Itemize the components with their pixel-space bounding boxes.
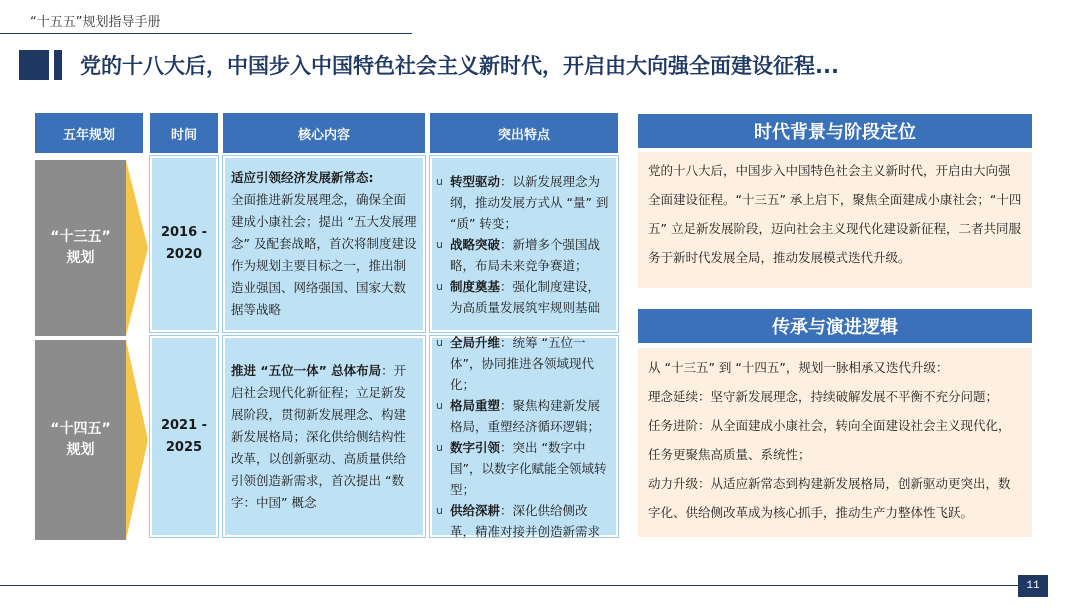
header-core-content: 核心内容	[223, 113, 425, 153]
chevron-arrow-icon	[126, 160, 148, 336]
evolution-panel-title: 传承与演进逻辑	[638, 309, 1032, 343]
background-panel-body: 党的十八大后，中国步入中国特色社会主义新时代，开启由大向强全面建设征程。“十三五” 承上启下，聚焦全面建成小康社会；“十四五” 立足新发展阶段，迈向社会主义现代化建设新征程，二者共同服务于新时代发展全局，推动发展模式迭代升级。	[638, 152, 1032, 288]
core-content-text	[231, 167, 417, 321]
document-label: “十五五”规划指导手册	[30, 15, 161, 30]
time-start: 2016 -	[160, 225, 208, 240]
evolution-intro: 从 “十三五” 到 “十四五”，规划一脉相承又迭代升级：	[648, 360, 949, 375]
feature-item	[436, 234, 612, 276]
feature-head: 数字引领	[450, 439, 501, 455]
feature-head: 供给深耕	[450, 502, 501, 518]
plan-suffix: 规划	[66, 250, 95, 266]
features-cell	[430, 156, 618, 332]
evolution-line: 动力升级：从适应新常态到构建新发展格局，创新驱动更突出，数字化、供给侧改革成为核心抓手，推动生产力整体性飞跃。	[648, 476, 1011, 520]
chevron-arrow-icon	[126, 340, 148, 540]
feature-head: 制度奠基	[450, 278, 501, 294]
core-body: ：开启社会现代化新征程；立足新发展阶段，贯彻新发展理念、构建新发展格局；深化供给侧结构性改革，以创新驱动、高质量供给引领创造新需求，首次提出 “数字：中国” 概念	[231, 362, 407, 510]
plan-name: “十三五”	[50, 229, 111, 245]
footer-divider	[0, 585, 1018, 586]
header-time: 时间	[150, 113, 218, 153]
plan-name: “十四五”	[50, 421, 111, 437]
core-content-cell	[223, 336, 425, 537]
core-heading: 适应引领经济发展新常态:	[231, 170, 374, 185]
feature-text: ：以新发展理念为纲，推动发展方式从 “量” 到 “质” 转变；	[450, 173, 609, 231]
header-divider	[0, 33, 412, 34]
evolution-panel-body	[638, 348, 1032, 537]
header-five-year-plan: 五年规划	[35, 113, 143, 153]
feature-item	[436, 276, 612, 318]
core-content-text	[231, 360, 417, 514]
feature-head: 转型驱动	[450, 173, 501, 189]
title-marker-square	[19, 50, 49, 80]
feature-item	[436, 171, 612, 234]
time-start: 2021 -	[160, 417, 208, 433]
feature-item	[436, 437, 612, 500]
plan-label-14th	[35, 340, 126, 540]
bullet-icon: u	[436, 174, 443, 188]
core-heading: 推进 “五位一体” 总体布局	[231, 362, 382, 378]
time-end: 2020	[165, 247, 203, 262]
feature-text: ：聚焦构建新发展格局，重塑经济循环逻辑；	[450, 397, 601, 434]
bullet-icon: u	[436, 398, 443, 412]
evolution-line: 理念延续：坚守新发展理念，持续破解发展不平衡不充分问题；	[648, 389, 999, 404]
feature-text: ：强化制度建设，为高质量发展筑牢规则基础	[450, 278, 601, 315]
page-number: 11	[1018, 575, 1048, 597]
features-cell	[430, 336, 618, 537]
bullet-icon: u	[436, 279, 443, 293]
feature-item	[436, 332, 612, 395]
feature-item	[436, 395, 612, 437]
bullet-icon: u	[436, 503, 443, 517]
plan-label-13th	[35, 160, 126, 336]
time-cell	[150, 336, 218, 537]
feature-text: ：统筹 “五位一体”，协同推进各领域现代化；	[450, 334, 594, 392]
title-marker-bar	[54, 50, 62, 80]
bullet-icon: u	[436, 335, 443, 349]
feature-head: 格局重塑	[450, 397, 501, 413]
core-body: 全面推进新发展理念，确保全面建成小康社会；提出 “五大发展理念” 及配套战略，首次将制度建设作为规划主要目标之一，推出制造业强国、网络强国、国家大数据等战略	[231, 192, 417, 317]
feature-item	[436, 500, 612, 542]
evolution-line: 任务进阶：从全面建成小康社会，转向全面建设社会主义现代化，任务更聚焦高质量、系统性；	[648, 418, 1011, 462]
core-content-cell	[223, 156, 425, 332]
feature-text: ：深化供给侧改革，精准对接并创造新需求	[450, 502, 601, 539]
feature-text: ：新增多个强国战略，布局未来竞争赛道；	[450, 236, 601, 273]
feature-text: ：突出 “数字中国”，以数字化赋能全领域转型；	[450, 439, 607, 497]
time-end: 2025	[165, 439, 203, 455]
header-key-features: 突出特点	[430, 113, 618, 153]
feature-head: 战略突破	[450, 236, 501, 252]
background-panel-title: 时代背景与阶段定位	[638, 114, 1032, 148]
bullet-icon: u	[436, 237, 443, 251]
feature-head: 全局升维	[450, 334, 501, 350]
bullet-icon: u	[436, 440, 443, 454]
plan-suffix: 规划	[66, 442, 95, 458]
page-title: 党的十八大后，中国步入中国特色社会主义新时代，开启由大向强全面建设征程...	[80, 54, 839, 78]
time-cell	[150, 156, 218, 332]
